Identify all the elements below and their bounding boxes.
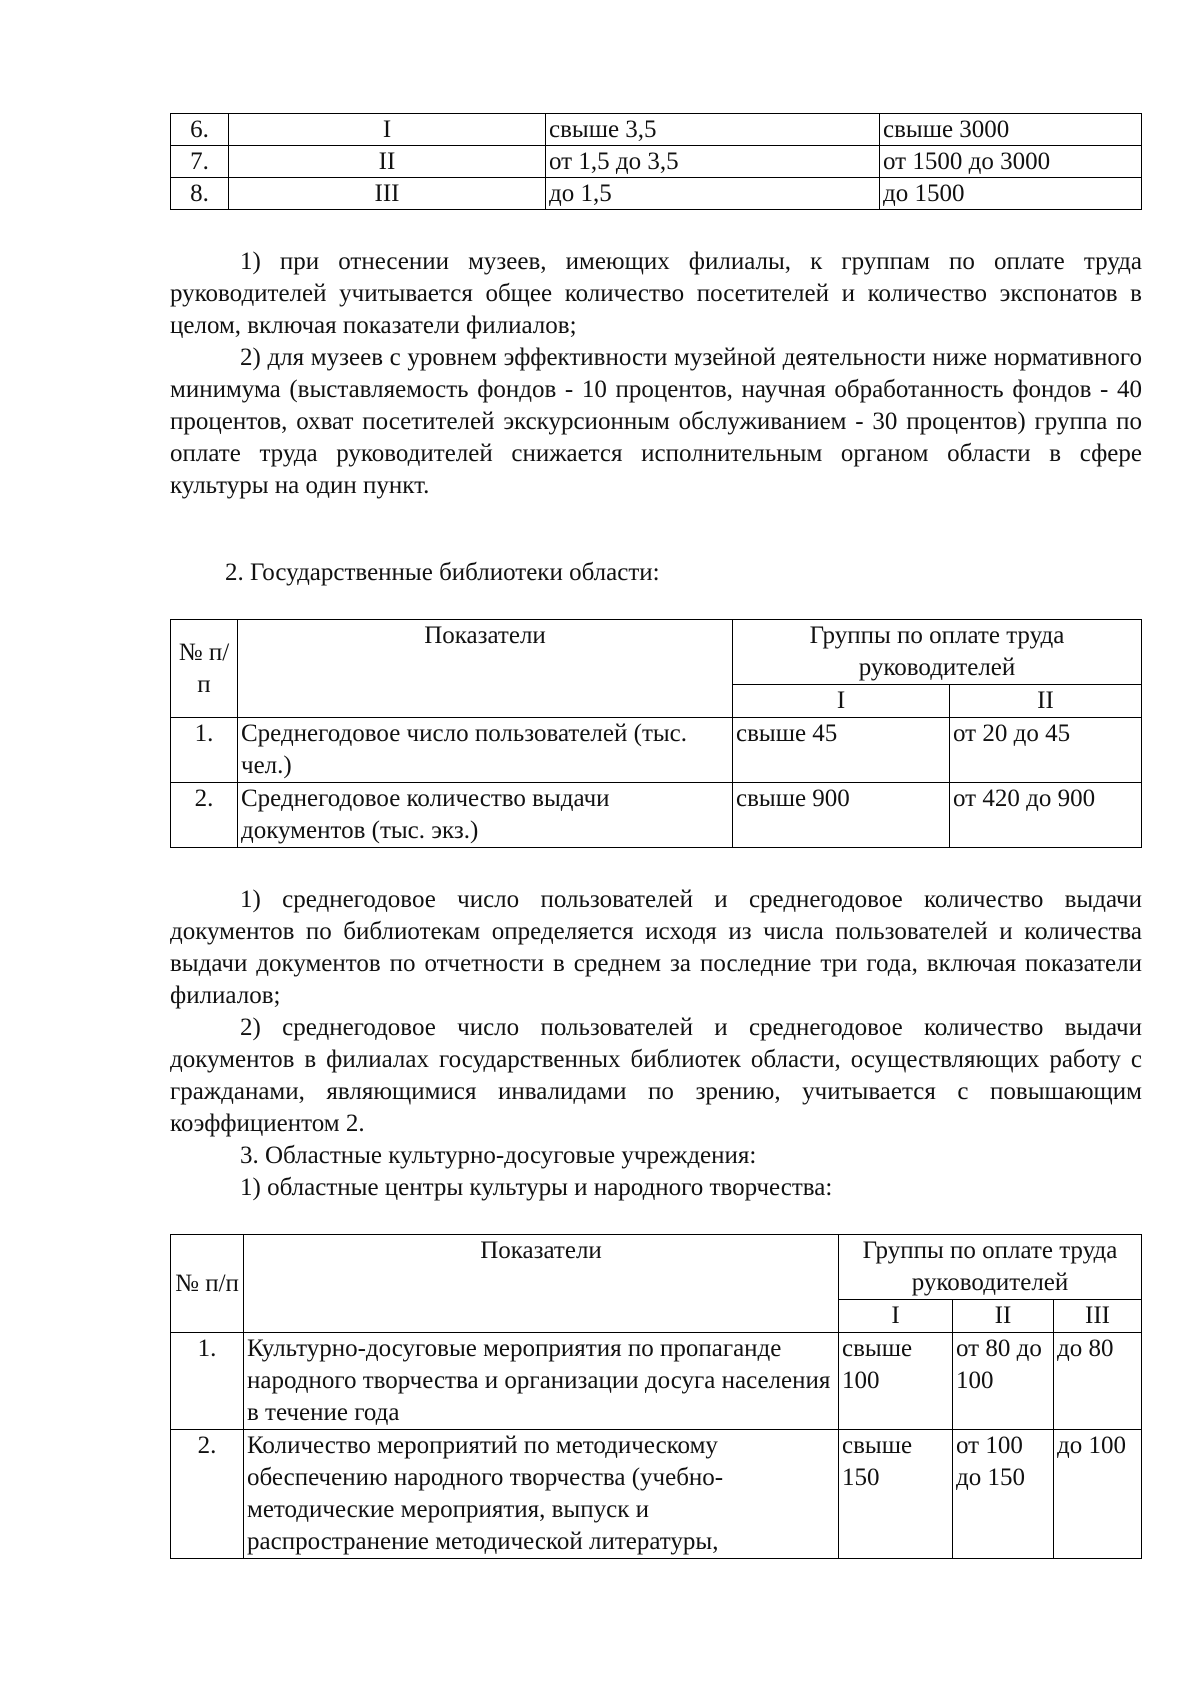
num-header: № п/п [171,1235,244,1333]
group-cell: III [229,178,546,210]
table-cell: свыше 3000 [880,114,1142,146]
row-number: 7. [171,146,229,178]
section-heading: 2. Государственные библиотеки области: [225,559,660,586]
culture-centers-table [170,1234,1142,1559]
note-paragraph: 1) среднегодовое число пользователей и среднегодовое количество выдачи документов по библиотекам определяется исходя из числа пользователей и количества выдачи документов по отчетности в среднем за последние три года, включая показатели филиалов; [170,886,1142,1009]
group-col-header: III [1054,1300,1142,1333]
group-value: от 80 до 100 [953,1333,1054,1430]
table-row [171,1333,1142,1430]
table-cell: до 1500 [880,178,1142,210]
subsection-heading: 1) областные центры культуры и народного творчества: [240,1174,833,1201]
table-row [171,114,1142,146]
group-col-header: II [950,685,1142,718]
document-page [170,113,1142,1559]
row-number: 1. [171,718,238,783]
indicator-cell: Среднегодовое число пользователей (тыс. чел.) [238,718,733,783]
table-row [171,718,1142,783]
group-value: свыше 150 [839,1430,953,1559]
indicator-cell: Количество мероприятий по методическому обеспечению народного творчества (учебно-методические мероприятия, выпуск и распространение методической литературы, [244,1430,839,1559]
indicator-cell: Среднегодовое количество выдачи документов (тыс. экз.) [238,783,733,848]
note-paragraph: 2) среднегодовое число пользователей и среднегодовое количество выдачи документов в филиалах государственных библиотек области, осуществляющих работу с гражданами, являющимися инвалидами по зрению, учитывается с повышающим коэффициентом 2. [170,1014,1142,1137]
group-value: до 80 [1054,1333,1142,1430]
group-value: от 420 до 900 [950,783,1142,848]
group-value: от 20 до 45 [950,718,1142,783]
group-value: от 100 до 150 [953,1430,1054,1559]
table-cell: до 1,5 [546,178,880,210]
table-row [171,178,1142,210]
row-number: 6. [171,114,229,146]
group-value: свыше 45 [733,718,950,783]
group-col-header: I [839,1300,953,1333]
row-number: 1. [171,1333,244,1430]
group-cell: II [229,146,546,178]
table-row [171,146,1142,178]
museum-groups-table [170,113,1142,210]
library-groups-table [170,619,1142,848]
table-header-row [171,620,1142,685]
group-cell: I [229,114,546,146]
group-col-header: I [733,685,950,718]
table-cell: свыше 3,5 [546,114,880,146]
indicator-cell: Культурно-досуговые мероприятия по пропаганде народного творчества и организации досуга населения в течение года [244,1333,839,1430]
group-value: свыше 100 [839,1333,953,1430]
table-header-row [171,1235,1142,1300]
group-value: свыше 900 [733,783,950,848]
row-number: 8. [171,178,229,210]
group-col-header: II [953,1300,1054,1333]
groups-header: Группы по оплате труда руководителей [733,620,1142,685]
indicators-header: Показатели [244,1235,839,1333]
indicators-header: Показатели [238,620,733,718]
table-row [171,783,1142,848]
num-header: № п/п [171,620,238,718]
row-number: 2. [171,783,238,848]
note-paragraph: 2) для музеев с уровнем эффективности музейной деятельности ниже нормативного минимума (выставляемость фондов - 10 процентов, научная обработанность фондов - 40 процентов, охват посетителей экскурсионным обслуживанием - 30 процентов) группа по оплате труда руководителей снижается исполнительным органом области в сфере культуры на один пункт. [170,344,1142,499]
table-cell: от 1,5 до 3,5 [546,146,880,178]
group-value: до 100 [1054,1430,1142,1559]
section-heading: 3. Областные культурно-досуговые учреждения: [240,1142,757,1169]
table-cell: от 1500 до 3000 [880,146,1142,178]
note-paragraph: 1) при отнесении музеев, имеющих филиалы, к группам по оплате труда руководителей учитывается общее количество посетителей и количество экспонатов в целом, включая показатели филиалов; [170,248,1142,339]
row-number: 2. [171,1430,244,1559]
table-row [171,1430,1142,1559]
groups-header: Группы по оплате труда руководителей [839,1235,1142,1300]
